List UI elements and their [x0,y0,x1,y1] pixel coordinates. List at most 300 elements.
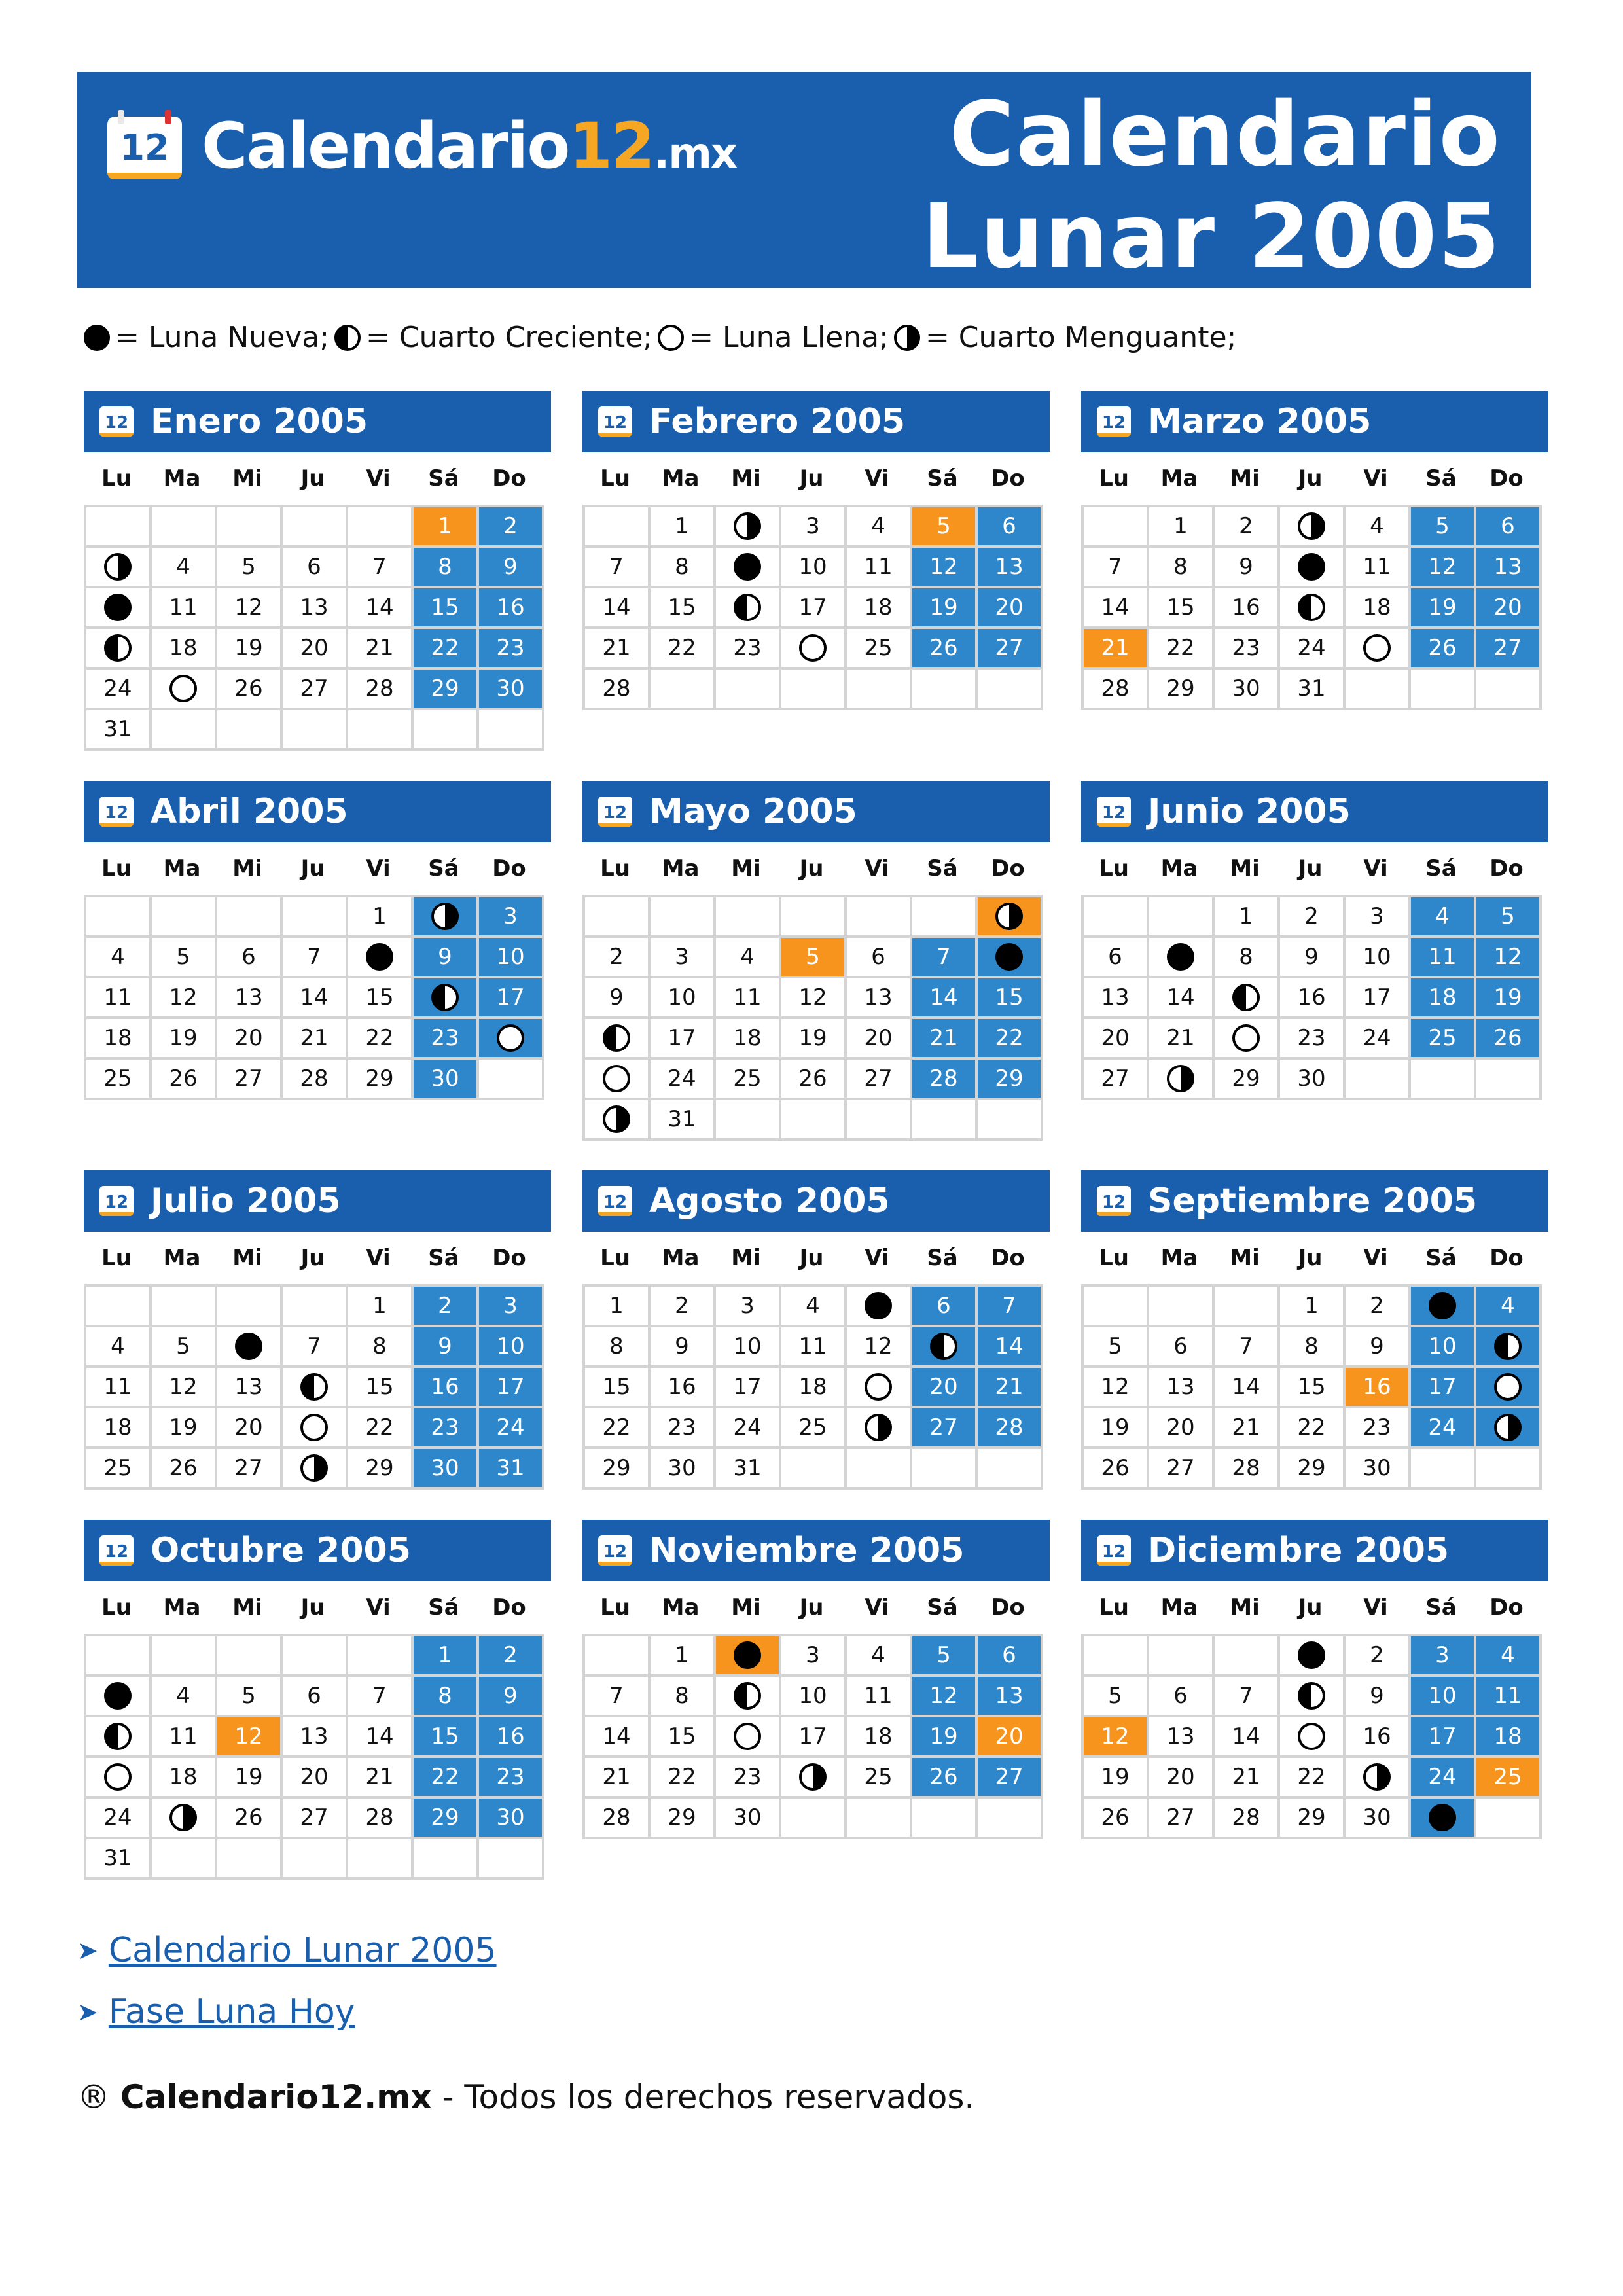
day-cell: 22 [1280,1758,1346,1799]
day-cell: 5 [1084,1677,1149,1717]
day-cell: 30 [479,1799,544,1839]
moon-lq-icon [865,1414,892,1441]
day-cell [217,507,283,548]
day-cell: 3 [781,507,847,548]
moon-new-icon [366,943,393,971]
day-cell: 11 [152,1717,217,1758]
day-grid [1081,505,1542,710]
day-cell: 31 [1280,670,1346,710]
day-cell [152,1636,217,1677]
day-grid [582,895,1043,1141]
weekday-label: Do [1489,855,1524,882]
day-cell [912,670,978,710]
weekday-header [582,452,1050,505]
day-cell: 13 [1149,1717,1215,1758]
day-cell: 23 [1215,629,1280,670]
day-cell: 17 [1411,1368,1476,1408]
day-cell [781,670,847,710]
moon-lq-icon [995,903,1023,930]
day-cell: 21 [1149,1019,1215,1060]
day-cell: 16 [414,1368,479,1408]
day-cell: 18 [1476,1717,1542,1758]
weekday-label: Vi [865,465,889,492]
month-calendar [1081,1170,1548,1490]
calendar-icon: 12 [598,1186,632,1216]
day-cell: 13 [1149,1368,1215,1408]
day-cell [283,1368,348,1408]
day-cell: 26 [1084,1449,1149,1490]
day-cell: 16 [651,1368,716,1408]
day-cell: 13 [217,1368,283,1408]
day-cell [585,1060,651,1100]
day-cell: 7 [912,938,978,978]
day-cell: 24 [479,1408,544,1449]
weekday-label: Lu [600,855,630,882]
day-cell: 31 [651,1100,716,1141]
weekday-label: Sá [927,855,958,882]
weekday-header [1081,1232,1548,1284]
day-cell [86,1677,152,1717]
moon-legend [84,321,1241,354]
day-cell: 9 [414,938,479,978]
month-name: Mayo 2005 [649,792,857,831]
day-cell [912,1799,978,1839]
day-cell [86,897,152,938]
calendar-icon: 12 [99,1186,134,1216]
moon-new-icon [1167,943,1194,971]
weekday-label: Ju [300,1594,325,1621]
day-cell [217,1636,283,1677]
day-cell [1476,1327,1542,1368]
month-name: Septiembre 2005 [1148,1181,1478,1221]
day-cell: 9 [585,978,651,1019]
day-cell: 5 [152,938,217,978]
moon-fq-icon [1494,1333,1522,1360]
moon-new-icon [104,594,132,621]
day-cell: 22 [1280,1408,1346,1449]
day-cell: 6 [1476,507,1542,548]
weekday-label: Ju [799,1594,824,1621]
month-title [1081,781,1548,842]
weekday-label: Do [492,465,526,492]
moon-new-icon [104,1682,132,1710]
moon-full-icon [799,634,827,662]
day-cell: 7 [348,548,414,588]
weekday-header [582,1581,1050,1634]
day-grid [582,1634,1043,1839]
day-cell: 11 [1411,938,1476,978]
day-cell: 14 [978,1327,1043,1368]
weekday-label: Sá [927,1245,958,1271]
day-cell: 8 [1215,938,1280,978]
month-title [1081,391,1548,452]
day-cell [781,897,847,938]
day-cell: 13 [283,588,348,629]
day-cell: 2 [1346,1287,1411,1327]
day-cell: 14 [1149,978,1215,1019]
day-cell: 4 [152,548,217,588]
day-cell: 28 [978,1408,1043,1449]
day-cell: 6 [978,1636,1043,1677]
day-cell: 6 [217,938,283,978]
day-cell: 6 [847,938,912,978]
logo-text: Calendario12.mx [202,109,737,183]
day-cell: 19 [152,1019,217,1060]
moon-new-icon [1298,1641,1325,1669]
day-cell [217,1839,283,1880]
day-cell [217,710,283,751]
calendar-icon: 12 [598,406,632,437]
weekday-header [1081,842,1548,895]
day-cell: 21 [283,1019,348,1060]
day-cell [585,1636,651,1677]
day-cell: 5 [152,1327,217,1368]
day-cell: 16 [1346,1717,1411,1758]
day-cell: 8 [414,1677,479,1717]
weekday-label: Ma [1160,1594,1198,1621]
legend-label: = Cuarto Menguante; [925,321,1237,354]
day-cell: 24 [716,1408,781,1449]
weekday-label: Ma [662,855,700,882]
day-cell: 27 [912,1408,978,1449]
day-cell [152,1839,217,1880]
weekday-label: Do [1489,465,1524,492]
day-cell: 7 [1084,548,1149,588]
day-cell [283,897,348,938]
day-cell: 2 [479,507,544,548]
day-cell: 3 [1411,1636,1476,1677]
day-cell: 30 [1346,1799,1411,1839]
day-cell: 12 [1476,938,1542,978]
weekday-label: Vi [366,1594,391,1621]
calendar-icon: 12 [1097,1535,1131,1566]
day-cell: 29 [1280,1449,1346,1490]
weekday-label: Lu [1099,855,1129,882]
day-cell: 9 [1346,1327,1411,1368]
day-cell: 5 [217,548,283,588]
day-cell [348,710,414,751]
day-cell [1346,1758,1411,1799]
weekday-label: Vi [366,855,391,882]
day-cell: 8 [651,548,716,588]
day-cell: 19 [217,629,283,670]
weekday-label: Ju [1298,1245,1323,1271]
month-calendar [582,1520,1050,1839]
day-cell: 24 [1411,1408,1476,1449]
moon-full-icon [1232,1024,1260,1052]
day-cell [86,1287,152,1327]
day-cell [1215,1287,1280,1327]
day-cell: 17 [781,588,847,629]
day-cell [1149,1060,1215,1100]
day-cell: 14 [283,978,348,1019]
day-cell: 6 [978,507,1043,548]
month-calendar [1081,781,1548,1100]
day-cell: 15 [1280,1368,1346,1408]
day-cell [1411,1287,1476,1327]
moon-full-icon [734,1723,761,1750]
weekday-label: Sá [927,1594,958,1621]
day-cell: 25 [1476,1758,1542,1799]
moon-lq-icon [1167,1065,1194,1092]
weekday-label: Vi [1363,855,1388,882]
day-cell [847,1100,912,1141]
day-cell: 5 [1411,507,1476,548]
day-cell: 2 [1280,897,1346,938]
day-cell: 4 [1476,1636,1542,1677]
day-cell [1411,670,1476,710]
day-cell: 29 [978,1060,1043,1100]
day-cell: 2 [651,1287,716,1327]
weekday-label: Mi [1230,1245,1260,1271]
day-cell: 1 [348,897,414,938]
weekday-label: Sá [1425,1594,1457,1621]
month-name: Marzo 2005 [1148,402,1372,441]
day-cell [86,507,152,548]
weekday-label: Do [991,855,1025,882]
moon-full-icon [104,1763,132,1791]
day-cell: 14 [1215,1368,1280,1408]
day-cell: 27 [847,1060,912,1100]
weekday-label: Ju [799,465,824,492]
day-cell: 2 [1346,1636,1411,1677]
moon-lq-icon [1298,512,1325,540]
day-cell: 17 [479,1368,544,1408]
weekday-label: Sá [428,1594,459,1621]
weekday-label: Do [991,1594,1025,1621]
weekday-label: Do [492,1594,526,1621]
weekday-label: Sá [1425,855,1457,882]
day-cell: 25 [86,1060,152,1100]
day-cell [847,897,912,938]
day-cell: 16 [479,588,544,629]
day-cell: 7 [283,938,348,978]
day-cell: 4 [847,1636,912,1677]
day-cell: 15 [414,588,479,629]
day-cell: 21 [348,1758,414,1799]
day-cell: 13 [978,1677,1043,1717]
day-cell: 28 [1215,1799,1280,1839]
day-cell [479,1060,544,1100]
day-cell [86,1636,152,1677]
day-cell [847,1799,912,1839]
day-grid [1081,1284,1542,1490]
calendar-icon: 12 [99,406,134,437]
moon-full-icon [1298,1723,1325,1750]
moon-new-icon [1429,1292,1456,1319]
day-cell: 4 [1346,507,1411,548]
day-cell: 10 [479,938,544,978]
day-cell: 5 [912,1636,978,1677]
weekday-label: Ma [662,465,700,492]
day-cell: 2 [414,1287,479,1327]
day-cell: 28 [283,1060,348,1100]
moon-new-icon [734,1641,761,1669]
day-cell: 12 [1084,1717,1149,1758]
day-cell: 15 [1149,588,1215,629]
day-cell: 10 [1411,1327,1476,1368]
day-cell [912,1327,978,1368]
day-cell: 26 [152,1449,217,1490]
moon-new-icon [1298,553,1325,581]
moon-lq-icon [894,325,920,351]
day-cell: 20 [978,1717,1043,1758]
day-cell: 20 [1149,1408,1215,1449]
moon-full-icon [603,1065,630,1092]
day-cell: 29 [585,1449,651,1490]
day-cell: 6 [283,1677,348,1717]
month-title [84,781,551,842]
moon-fq-icon [1232,984,1260,1011]
day-cell [847,1408,912,1449]
day-cell: 30 [1346,1449,1411,1490]
day-cell: 23 [479,1758,544,1799]
weekday-label: Do [1489,1245,1524,1271]
day-cell [847,1287,912,1327]
moon-new-icon [995,943,1023,971]
day-cell: 21 [912,1019,978,1060]
link-fase-luna-hoy[interactable]: Fase Luna Hoy [108,1992,355,2032]
weekday-label: Vi [1363,465,1388,492]
day-cell: 18 [847,1717,912,1758]
day-cell: 7 [978,1287,1043,1327]
day-cell: 25 [847,1758,912,1799]
moon-fq-icon [930,1333,957,1360]
day-cell [781,1100,847,1141]
day-cell: 18 [86,1019,152,1060]
day-cell: 7 [585,1677,651,1717]
day-cell: 6 [1149,1677,1215,1717]
day-cell: 26 [217,670,283,710]
day-cell [716,1717,781,1758]
day-cell: 17 [781,1717,847,1758]
calendar-icon: 12 [1097,797,1131,827]
day-cell [847,670,912,710]
weekday-label: Mi [232,1245,262,1271]
weekday-label: Mi [1230,855,1260,882]
weekday-label: Do [492,855,526,882]
weekday-header [1081,1581,1548,1634]
weekday-label: Sá [927,465,958,492]
moon-fq-icon [104,634,132,662]
day-cell: 24 [86,670,152,710]
day-cell [1476,670,1542,710]
moon-new-icon [734,553,761,581]
day-cell: 21 [585,1758,651,1799]
day-cell: 15 [348,978,414,1019]
day-cell: 11 [86,1368,152,1408]
day-cell [86,1717,152,1758]
day-cell: 5 [217,1677,283,1717]
weekday-label: Sá [428,855,459,882]
weekday-label: Mi [232,1594,262,1621]
day-cell [86,629,152,670]
day-cell: 27 [978,1758,1043,1799]
day-cell: 26 [912,629,978,670]
day-cell: 23 [716,1758,781,1799]
day-cell: 9 [414,1327,479,1368]
moon-new-icon [865,1292,892,1319]
day-cell: 31 [479,1449,544,1490]
moon-full-icon [658,325,684,351]
weekday-label: Vi [865,855,889,882]
day-cell: 15 [651,1717,716,1758]
day-cell [217,1327,283,1368]
day-cell: 19 [912,588,978,629]
month-title [582,391,1050,452]
day-cell [912,1100,978,1141]
day-cell: 10 [716,1327,781,1368]
day-cell: 18 [86,1408,152,1449]
site-logo[interactable] [105,110,736,182]
day-cell: 2 [479,1636,544,1677]
day-cell: 22 [585,1408,651,1449]
day-cell: 27 [978,629,1043,670]
day-cell: 21 [978,1368,1043,1408]
day-cell [781,1449,847,1490]
day-cell: 23 [651,1408,716,1449]
day-cell: 9 [1280,938,1346,978]
day-cell [283,1287,348,1327]
day-cell: 12 [152,978,217,1019]
day-cell: 29 [348,1060,414,1100]
day-cell: 9 [1346,1677,1411,1717]
day-cell: 12 [152,1368,217,1408]
month-name: Febrero 2005 [649,402,906,441]
day-cell: 28 [585,670,651,710]
day-cell: 10 [1411,1677,1476,1717]
day-cell: 17 [651,1019,716,1060]
moon-fq-icon [431,984,459,1011]
moon-full-icon [865,1373,892,1401]
day-cell: 24 [1346,1019,1411,1060]
day-cell: 12 [912,1677,978,1717]
day-cell [912,1449,978,1490]
day-cell [479,710,544,751]
moon-fq-icon [334,325,361,351]
day-cell: 17 [1346,978,1411,1019]
weekday-label: Lu [1099,1245,1129,1271]
day-cell: 13 [978,548,1043,588]
weekday-label: Ju [1298,855,1323,882]
day-cell: 12 [781,978,847,1019]
link-calendario-lunar[interactable]: Calendario Lunar 2005 [108,1931,497,1970]
day-cell [1476,1060,1542,1100]
weekday-header [582,842,1050,895]
day-cell: 28 [1215,1449,1280,1490]
day-cell: 10 [781,1677,847,1717]
weekday-label: Mi [731,1245,761,1271]
month-calendar [84,781,551,1100]
day-cell: 29 [1215,1060,1280,1100]
day-cell: 23 [1346,1408,1411,1449]
calendar-icon: 12 [1097,1186,1131,1216]
day-cell: 16 [1215,588,1280,629]
day-cell: 18 [152,1758,217,1799]
day-cell [152,710,217,751]
month-calendar [84,1170,551,1490]
weekday-label: Lu [1099,1594,1129,1621]
day-cell: 24 [651,1060,716,1100]
day-cell [414,710,479,751]
month-name: Noviembre 2005 [649,1531,965,1570]
moon-lq-icon [169,1804,197,1831]
day-cell: 15 [978,978,1043,1019]
day-cell: 20 [912,1368,978,1408]
day-cell: 21 [348,629,414,670]
day-cell: 9 [1215,548,1280,588]
day-cell: 21 [585,629,651,670]
